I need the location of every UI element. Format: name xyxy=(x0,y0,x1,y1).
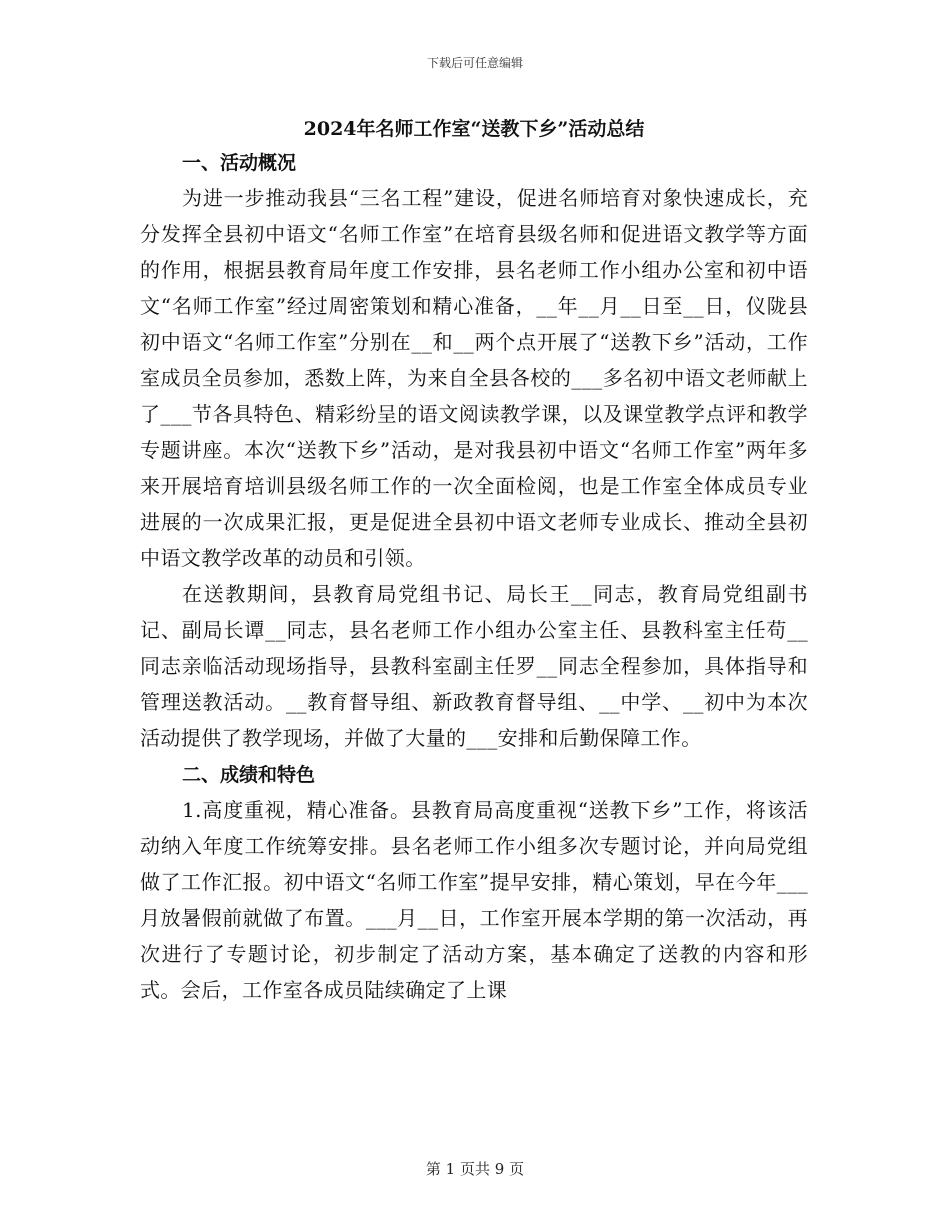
section-heading-overview: 一、活动概况 xyxy=(182,152,297,174)
section-heading-achievements: 二、成绩和特色 xyxy=(182,764,316,786)
header-note: 下载后可任意编辑 xyxy=(426,56,523,70)
page-number: 第 1 页共 9 页 xyxy=(425,1160,525,1178)
paragraph: 1.高度重视，精心准备。县教育局高度重视“送教下乡”工作，将该活动纳入年度工作统筹安排。县名老师工作小组多次专题讨论，并向局党组做了工作汇报。初中语文“名师工作室”提早安排，精心策划，早在今年___月放暑假前就做了布置。___月__日，工作室开展本学期的第一次活动，再次进行了专题讨论，初步制定了活动方案，基本确定了送教的内容和形式。会后，工作室各成员陆续确定了上课 xyxy=(140,798,808,1002)
document-body xyxy=(140,112,808,1008)
paragraph: 为进一步推动我县“三名工程”建设，促进名师培育对象快速成长，充分发挥全县初中语文“名师工作室”在培育县级名师和促进语文教学等方面的作用，根据县教育局年度工作安排，县名老师工作小组办公室和初中语文“名师工作室”经过周密策划和精心准备，__年__月__日至__日，仪陇县初中语文“名师工作室”分别在__和__两个点开展了“送教下乡”活动，工作室成员全员参加，悉数上阵，为来自全县各校的___多名初中语文老师献上了___节各具特色、精彩纷呈的语文阅读教学课，以及课堂教学点评和教学专题讲座。本次“送教下乡”活动，是对我县初中语文“名师工作室”两年多来开展培育培训县级名师工作的一次全面检阅，也是工作室全体成员专业进展的一次成果汇报，更是促进全县初中语文老师专业成长、推动全县初中语文教学改革的动员和引领。 xyxy=(140,186,808,570)
document-title: 2024年名师工作室“送教下乡”活动总结 xyxy=(303,118,645,140)
paragraph: 在送教期间，县教育局党组书记、局长王__同志，教育局党组副书记、副局长谭__同志，县名老师工作小组办公室主任、县教科室主任苟__同志亲临活动现场指导，县教科室副主任罗__同志全程参加，具体指导和管理送教活动。__教育督导组、新政教育督导组、__中学、__初中为本次活动提供了教学现场，并做了大量的___安排和后勤保障工作。 xyxy=(140,582,808,750)
